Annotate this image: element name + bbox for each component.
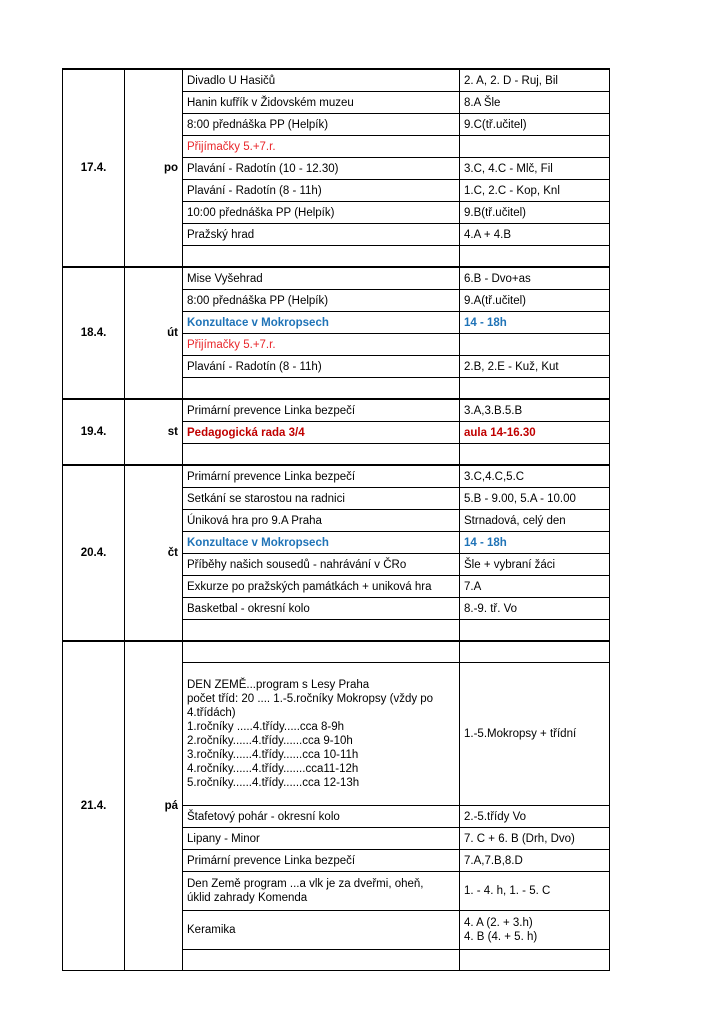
- event-cell: [183, 356, 460, 378]
- date-cell: 21.4.: [63, 641, 125, 971]
- event-text: Přijímačky 5.+7.r.: [187, 140, 276, 153]
- event-cell: [183, 114, 460, 136]
- event-text: Konzultace v Mokropsech: [187, 316, 329, 329]
- participants-text: Šle + vybraní žáci: [464, 558, 556, 571]
- participants-cell: [460, 911, 610, 950]
- participants-text: 2.-5.třídy Vo: [464, 810, 527, 823]
- table-row: [63, 69, 610, 92]
- event-cell: [183, 641, 460, 663]
- event-cell: [183, 136, 460, 158]
- event-text: Štafetový pohár - okresní kolo: [187, 810, 340, 823]
- weekday-cell: út: [125, 267, 183, 399]
- participants-cell: [460, 356, 610, 378]
- event-text: Basketbal - okresní kolo: [187, 602, 310, 615]
- event-cell: [183, 224, 460, 246]
- event-text: 8:00 přednáška PP (Helpík): [187, 294, 329, 307]
- participants-cell: [460, 532, 610, 554]
- participants-cell: [460, 422, 610, 444]
- event-cell: [183, 180, 460, 202]
- event-cell: [183, 554, 460, 576]
- participants-text: 4.A + 4.B: [464, 228, 511, 241]
- table-row: [63, 465, 610, 488]
- participants-text: 8.-9. tř. Vo: [464, 602, 518, 615]
- event-cell: [183, 510, 460, 532]
- event-cell: [183, 576, 460, 598]
- participants-cell: [460, 554, 610, 576]
- event-text: Pedagogická rada 3/4: [187, 426, 305, 439]
- event-cell: [183, 267, 460, 290]
- event-cell: [183, 465, 460, 488]
- participants-text: 14 - 18h: [464, 536, 507, 549]
- event-cell: [183, 69, 460, 92]
- participants-cell: [460, 158, 610, 180]
- participants-cell: [460, 246, 610, 268]
- participants-text: 3.C, 4.C - Mlč, Fil: [464, 162, 553, 175]
- participants-text: 8.A Šle: [464, 96, 501, 109]
- participants-text: 2.B, 2.E - Kuž, Kut: [464, 360, 559, 373]
- date-cell: 19.4.: [63, 399, 125, 465]
- event-cell: [183, 158, 460, 180]
- participants-cell: [460, 872, 610, 911]
- participants-text: 2. A, 2. D - Ruj, Bil: [464, 74, 558, 87]
- event-cell: [183, 532, 460, 554]
- event-cell: [183, 598, 460, 620]
- participants-text: 3.C,4.C,5.C: [464, 470, 525, 483]
- participants-text: 7.A: [464, 580, 482, 593]
- participants-cell: [460, 290, 610, 312]
- participants-cell: [460, 312, 610, 334]
- event-cell: [183, 334, 460, 356]
- participants-cell: [460, 663, 610, 806]
- event-cell: [183, 312, 460, 334]
- participants-text: 9.C(tř.učitel): [464, 118, 527, 131]
- event-text: Hanin kufřík v Židovském muzeu: [187, 96, 354, 109]
- participants-text: 4. A (2. + 3.h) 4. B (4. + 5. h): [464, 917, 538, 943]
- participants-cell: [460, 180, 610, 202]
- event-text: Divadlo U Hasičů: [187, 74, 276, 87]
- weekday-cell: pá: [125, 641, 183, 971]
- participants-cell: [460, 136, 610, 158]
- event-text: Primární prevence Linka bezpečí: [187, 404, 356, 417]
- participants-text: 5.B - 9.00, 5.A - 10.00: [464, 492, 576, 505]
- schedule-table: [62, 68, 610, 971]
- participants-text: 9.A(tř.učitel): [464, 294, 526, 307]
- event-text: 8:00 přednáška PP (Helpík): [187, 118, 329, 131]
- table-row: [63, 399, 610, 422]
- event-text: Plavání - Radotín (8 - 11h): [187, 360, 322, 373]
- participants-cell: [460, 641, 610, 663]
- event-cell: [183, 950, 460, 971]
- event-text: Setkání se starostou na radnici: [187, 492, 345, 505]
- participants-text: Strnadová, celý den: [464, 514, 566, 527]
- event-text: Primární prevence Linka bezpečí: [187, 470, 356, 483]
- event-text: Přijímačky 5.+7.r.: [187, 338, 276, 351]
- event-text: Den Země program ...a vlk je za dveřmi, oheň, úklid zahrady Komenda: [187, 878, 424, 904]
- table-row: [63, 267, 610, 290]
- event-cell: [183, 872, 460, 911]
- event-text: Konzultace v Mokropsech: [187, 536, 329, 549]
- event-text: Příběhy našich sousedů - nahrávání v ČRo: [187, 558, 407, 571]
- event-cell: [183, 290, 460, 312]
- participants-cell: [460, 224, 610, 246]
- date-cell: 18.4.: [63, 267, 125, 399]
- participants-text: 9.B(tř.učitel): [464, 206, 526, 219]
- participants-text: 1.C, 2.C - Kop, Knl: [464, 184, 560, 197]
- participants-text: 1. - 4. h, 1. - 5. C: [464, 885, 551, 897]
- participants-cell: [460, 828, 610, 850]
- weekday-cell: po: [125, 69, 183, 267]
- participants-text: 7.A,7.B,8.D: [464, 854, 523, 867]
- participants-cell: [460, 806, 610, 828]
- participants-text: 7. C + 6. B (Drh, Dvo): [464, 832, 575, 845]
- participants-cell: [460, 378, 610, 400]
- event-cell: [183, 850, 460, 872]
- participants-cell: [460, 598, 610, 620]
- event-text: Plavání - Radotín (8 - 11h): [187, 184, 322, 197]
- participants-cell: [460, 465, 610, 488]
- event-cell: [183, 911, 460, 950]
- event-text: Plavání - Radotín (10 - 12.30): [187, 162, 339, 175]
- participants-text: aula 14-16.30: [464, 426, 536, 439]
- event-cell: [183, 806, 460, 828]
- participants-cell: [460, 399, 610, 422]
- event-cell: [183, 92, 460, 114]
- event-cell: [183, 488, 460, 510]
- participants-cell: [460, 950, 610, 971]
- weekday-cell: st: [125, 399, 183, 465]
- participants-text: 3.A,3.B.5.B: [464, 404, 523, 417]
- weekday-cell: čt: [125, 465, 183, 641]
- event-cell: [183, 444, 460, 466]
- event-cell: [183, 399, 460, 422]
- date-cell: 20.4.: [63, 465, 125, 641]
- event-text: DEN ZEMĚ...program s Lesy Praha počet tříd: 20 .... 1.-5.ročníky Mokropsy (vždy po 4.třídách) 1.ročníky .....4.třídy.....cca 8-9h 2.ročníky......4.třídy......cca 9-10h 3.ročníky......4.třídy......cca 10-11h 4.ročníky......4.třídy.......cca11-12h 5.ročníky......4.třídy......cca 12-13h: [187, 679, 434, 789]
- participants-cell: [460, 267, 610, 290]
- participants-cell: [460, 444, 610, 466]
- event-cell: [183, 202, 460, 224]
- participants-cell: [460, 114, 610, 136]
- event-text: Keramika: [187, 924, 236, 936]
- participants-cell: [460, 202, 610, 224]
- participants-cell: [460, 510, 610, 532]
- event-cell: [183, 378, 460, 400]
- participants-text: 14 - 18h: [464, 316, 507, 329]
- event-text: Primární prevence Linka bezpečí: [187, 854, 356, 867]
- event-cell: [183, 663, 460, 806]
- participants-cell: [460, 69, 610, 92]
- event-cell: [183, 246, 460, 268]
- event-text: Mise Vyšehrad: [187, 272, 263, 285]
- participants-cell: [460, 850, 610, 872]
- participants-text: 1.-5.Mokropsy + třídní: [464, 728, 577, 740]
- event-text: Pražský hrad: [187, 228, 255, 241]
- date-cell: 17.4.: [63, 69, 125, 267]
- participants-cell: [460, 488, 610, 510]
- participants-cell: [460, 576, 610, 598]
- event-text: Lipany - Minor: [187, 832, 260, 845]
- participants-cell: [460, 92, 610, 114]
- event-cell: [183, 828, 460, 850]
- event-text: Exkurze po pražských památkách + uniková hra: [187, 580, 432, 593]
- participants-cell: [460, 620, 610, 642]
- event-cell: [183, 620, 460, 642]
- event-text: Úniková hra pro 9.A Praha: [187, 514, 322, 527]
- participants-text: 6.B - Dvo+as: [464, 272, 531, 285]
- schedule-body: [63, 69, 610, 971]
- participants-cell: [460, 334, 610, 356]
- event-text: 10:00 přednáška PP (Helpík): [187, 206, 335, 219]
- table-row: [63, 641, 610, 663]
- event-cell: [183, 422, 460, 444]
